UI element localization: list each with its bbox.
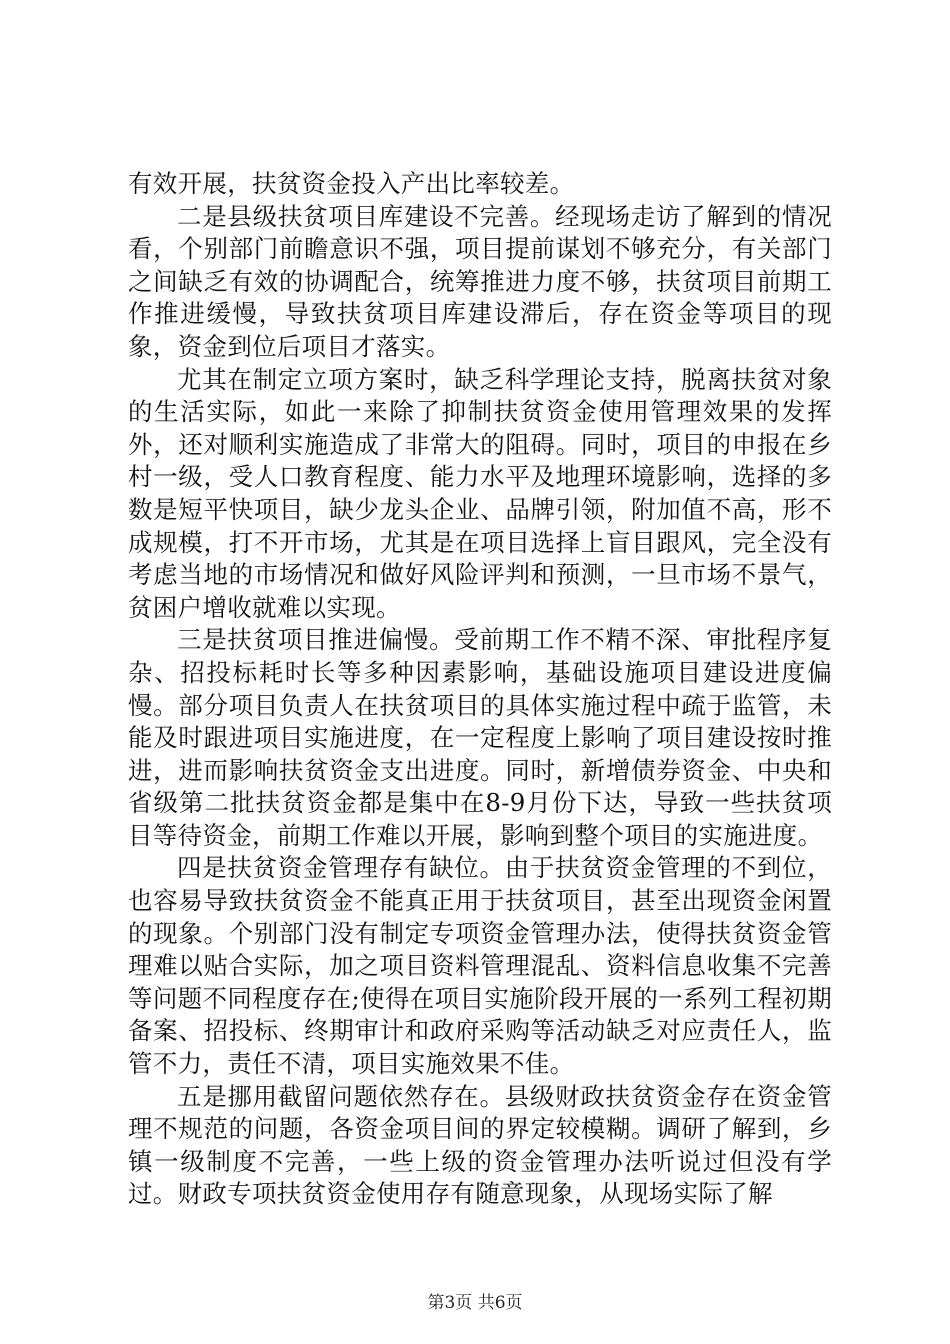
paragraph-project-planning: 尤其在制定立项方案时，缺乏科学理论支持，脱离扶贫对象的生活实际，如此一来除了抑制扶贫资金使用管理效果的发挥外，还对顺利实施造成了非常大的阻碍。同时，项目的申报在乡村一级，受人口教育程度、能力水平及地理环境影响，选择的多数是短平快项目，缺少龙头企业、品牌引领，附加值不高，形不成规模，打不开市场，尤其是在项目选择上盲目跟风，完全没有考虑当地的市场情况和做好风险评判和预测，一旦市场不景气，贫困户增收就难以实现。 bbox=[128, 364, 832, 622]
document-body bbox=[128, 168, 832, 1211]
paragraph-continuation: 有效开展，扶贫资金投入产出比率较差。 bbox=[128, 169, 575, 198]
paragraph-project-progress: 三是扶贫项目推进偏慢。受前期工作不精不深、审批程序复杂、招投标耗时长等多种因素影响，基础设施项目建设进度偏慢。部分项目负责人在扶贫项目的具体实施过程中疏于监管，未能及时跟进项目实施进度，在一定程度上影响了项目建设按时推进，进而影响扶贫资金支出进度。同时，新增债券资金、中央和省级第二批扶贫资金都是集中在8-9月份下达，导致一些扶贫项目等待资金，前期工作难以开展，影响到整个项目的实施进度。 bbox=[128, 625, 832, 850]
paragraph-project-library: 二是县级扶贫项目库建设不完善。经现场走访了解到的情况看，个别部门前瞻意识不强，项目提前谋划不够充分，有关部门之间缺乏有效的协调配合，统筹推进力度不够，扶贫项目前期工作推进缓慢，导致扶贫项目库建设滞后，存在资金等项目的现象，资金到位后项目才落实。 bbox=[128, 201, 832, 361]
page-number-footer: 第3页 共6页 bbox=[427, 1293, 523, 1313]
paragraph-fund-misuse: 五是挪用截留问题依然存在。县级财政扶贫资金存在资金管理不规范的问题，各资金项目间的界定较模糊。调研了解到，乡镇一级制度不完善，一些上级的资金管理办法听说过但没有学过。财政专项扶贫资金使用存有随意现象，从现场实际了解 bbox=[128, 1081, 832, 1209]
paragraph-fund-management: 四是扶贫资金管理存有缺位。由于扶贫资金管理的不到位，也容易导致扶贫资金不能真正用于扶贫项目，甚至出现资金闲置的现象。个别部门没有制定专项资金管理办法，使得扶贫资金管理难以贴合实际，加之项目资料管理混乱、资料信息收集不完善等问题不同程度存在;使得在项目实施阶段开展的一系列工程初期备案、招投标、终期审计和政府采购等活动缺乏对应责任人，监管不力，责任不清，项目实施效果不佳。 bbox=[128, 853, 832, 1079]
